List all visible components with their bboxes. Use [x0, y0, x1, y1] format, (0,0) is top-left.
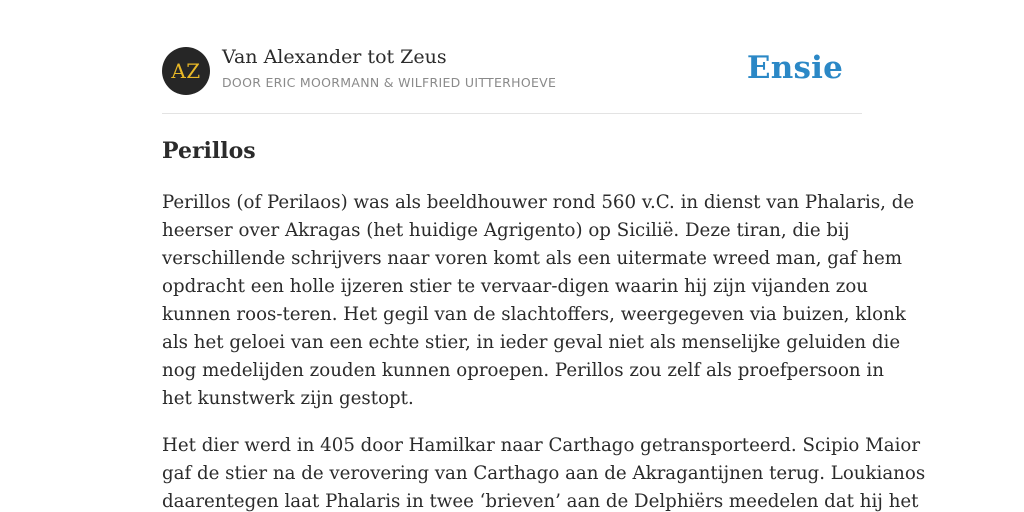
article-paragraph	[162, 189, 915, 413]
book-title[interactable]: Van Alexander tot Zeus	[222, 46, 447, 68]
paragraph-line: heerser over Akragas (het huidige Agrigento) op Sicilië. Deze tiran, die bij	[162, 220, 850, 241]
paragraph-line: verschillende schrijvers naar voren komt als een uitermate wreed man, gaf hem	[162, 248, 903, 269]
paragraph-line: Het dier werd in 405 door Hamilkar naar Carthago getransporteerd. Scipio Maior	[162, 435, 921, 456]
paragraph-line: het kunstwerk zijn gestopt.	[162, 388, 414, 409]
paragraph-line: gaf de stier na de verovering van Carthago aan de Akragantijnen terug. Loukianos	[162, 463, 926, 484]
article-paragraph	[162, 432, 926, 512]
paragraph-line: nog medelijden zouden kunnen oproepen. Perillos zou zelf als proefpersoon in	[162, 360, 884, 381]
paragraph-line: opdracht een holle ijzeren stier te vervaar-digen waarin hij zijn vijanden zou	[162, 276, 868, 297]
book-authors: DOOR ERIC MOORMANN & WILFRIED UITTERHOEVE	[222, 75, 557, 90]
paragraph-line: kunnen roos-teren. Het gegil van de slachtoffers, weergegeven via buizen, klonk	[162, 304, 906, 325]
paragraph-line: Perillos (of Perilaos) was als beeldhouwer rond 560 v.C. in dienst van Phalaris, de	[162, 192, 915, 213]
paragraph-line: daarentegen laat Phalaris in twee ‘brieven’ aan de Delphiërs meedelen dat hij het	[162, 491, 919, 512]
article-title: Perillos	[162, 138, 256, 164]
article-body	[162, 189, 926, 512]
book-header	[162, 46, 862, 96]
header-divider	[162, 113, 862, 114]
book-avatar[interactable]: AZ	[162, 47, 210, 95]
paragraph-line: als het geloei van een echte stier, in ieder geval niet als menselijke geluiden die	[162, 332, 901, 353]
ensie-logo[interactable]: Ensie	[746, 50, 843, 86]
